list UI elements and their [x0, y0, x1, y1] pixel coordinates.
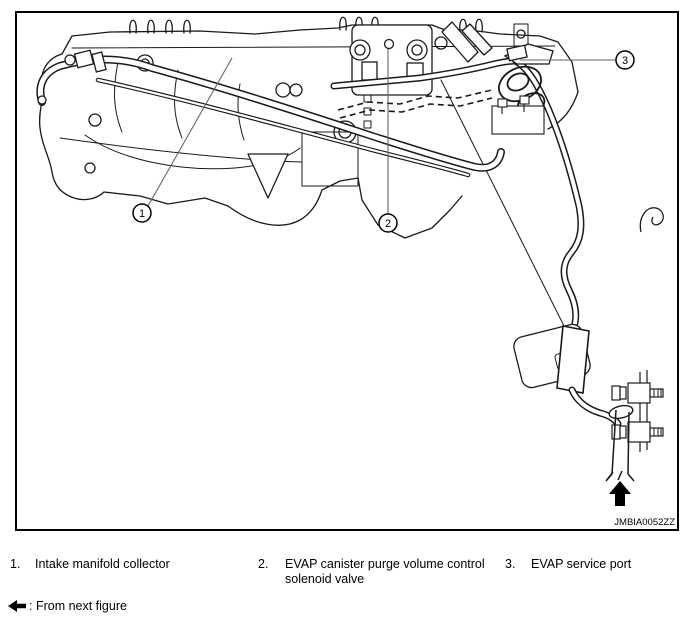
callout-3: [616, 51, 634, 69]
bolt-lower: [612, 422, 663, 442]
callout-3-number: 3: [621, 55, 629, 67]
v-bracket: [248, 154, 288, 198]
continuation-up-arrow-icon: [609, 481, 631, 506]
callout-1-number: 1: [138, 208, 146, 220]
legend-item-3-number: 3.: [505, 557, 516, 571]
from-next-figure-label: : From next figure: [29, 599, 127, 613]
legend-item-2-number: 2.: [258, 557, 269, 571]
manifold-left-edge: [40, 54, 228, 206]
figure-image-code: JMBIA0052ZZ: [614, 517, 675, 528]
callout-1: [133, 204, 151, 222]
legend-item-1-label: Intake manifold collector: [35, 557, 170, 571]
bolt-upper: [612, 383, 663, 403]
valve-port: [385, 40, 394, 49]
lower-hose: [572, 390, 618, 424]
legend-item-1-number: 1.: [10, 557, 21, 571]
manifold-bottom-edge: [228, 178, 358, 225]
pipe-collar: [608, 404, 634, 421]
evap-service-port: [505, 44, 553, 64]
manifold-lower-bracket: [358, 178, 462, 238]
callout-2: [379, 214, 397, 232]
figure-border: [16, 12, 678, 530]
hose-sleeve: [557, 326, 589, 393]
callout-2-number: 2: [384, 218, 392, 230]
left-arrow-icon: [8, 600, 26, 612]
legend-item-2-label: EVAP canister purge volume control solenoid valve: [285, 557, 485, 586]
legend-item-3-label: EVAP service port: [531, 557, 632, 571]
from-next-figure-note: [8, 599, 127, 613]
wire-hook: [640, 208, 663, 232]
